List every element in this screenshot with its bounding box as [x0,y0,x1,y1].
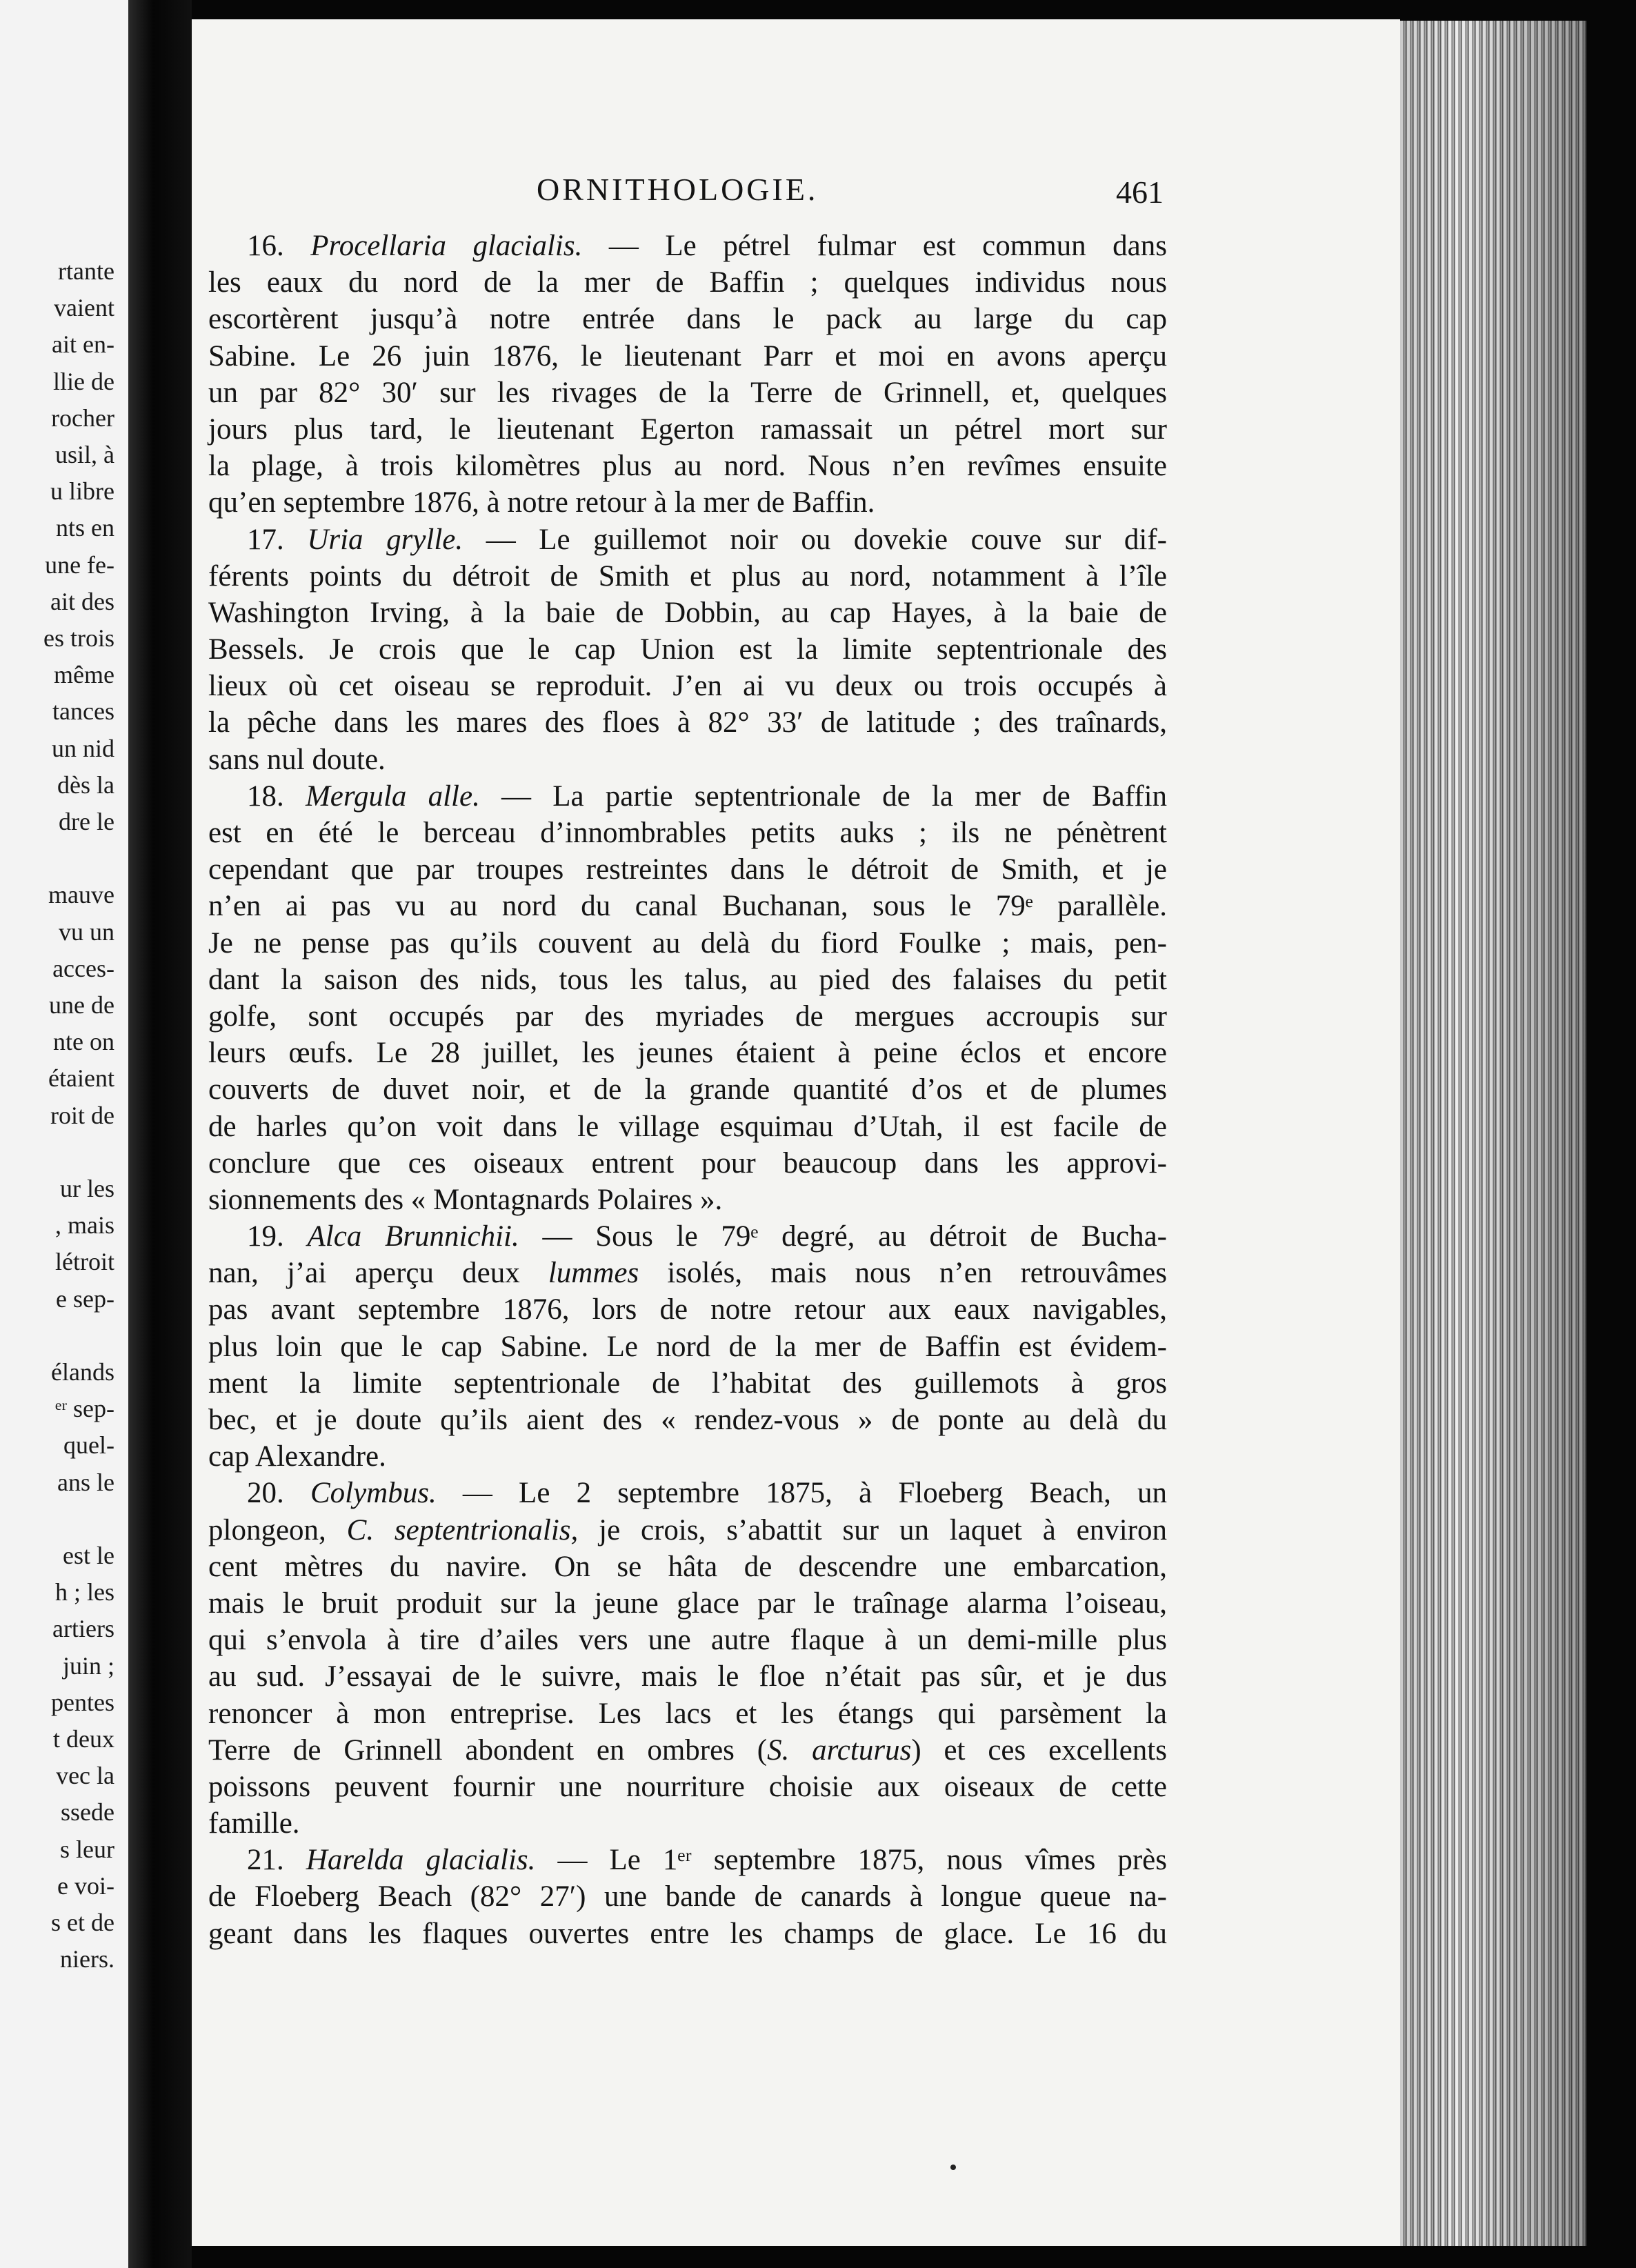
body-text [208,228,1167,1952]
text-line [208,1255,1167,1291]
italic-span: C. septentrionalis, [346,1513,579,1546]
facing-page-line: est le [63,1542,114,1569]
text-span: plongeon, [208,1513,347,1546]
text-span: lieux où cet oiseau se reproduit. J’en ai vu deux ou trois occupés à [208,670,1167,703]
italic-span: Mergula alle. [305,779,480,813]
text-line [208,631,1167,668]
text-line [208,1035,1167,1071]
text-span: sans nul doute. [208,743,386,776]
facing-page-line: ssede [61,1798,114,1827]
text-span: férents points du détroit de Smith et plus au nord, notamment à l’île [208,559,1167,593]
italic-span: Uria grylle. [307,523,463,556]
text-span: 16. [247,230,311,262]
text-line [208,668,1167,704]
text-line [208,1218,1167,1255]
text-span: est en été le berceau d’innombrables petits auks ; ils ne pénètrent [208,817,1167,849]
text-span: sionnements des « Montagnards Polaires ». [208,1183,723,1216]
text-span: de Floeberg Beach (82° 27′) une bande de canards à longue queue na- [208,1880,1167,1913]
text-line [208,1071,1167,1108]
text-span: un par 82° 30′ sur les rivages de la Terre de Grinnell, et, quelques [208,376,1167,409]
text-line [208,1695,1167,1732]
text-line [208,1878,1167,1915]
facing-page-line: e sep- [56,1284,114,1313]
facing-page-line: létroit [55,1248,114,1276]
text-span: — Sous le 79ᵉ degré, au détroit de Bucha- [519,1220,1168,1253]
facing-page-line: nts en [56,514,114,542]
text-line [208,1438,1167,1475]
text-line [208,484,1167,521]
facing-page-line: dre le [59,808,114,835]
facing-page-line: vec la [56,1762,114,1790]
text-span: 18. [247,779,306,813]
text-span: nan, j’ai aperçu deux [208,1257,548,1290]
text-span: leurs œufs. Le 28 juillet, les jeunes étaient à peine éclos et encore [208,1037,1167,1070]
text-line [208,1585,1167,1622]
facing-page-line: t deux [53,1725,114,1753]
facing-page-line: acces- [52,954,114,982]
text-span: conclure que ces oiseaux entrent pour beaucoup dans les approvi- [208,1146,1167,1180]
text-line [208,1108,1167,1145]
facing-page-line: vu un [59,917,114,946]
italic-span: lummes [548,1257,639,1290]
text-span: Sabine. Le 26 juin 1876, le lieutenant Parr et moi en avons aperçu [208,339,1167,372]
facing-page-line: s leur [60,1835,114,1863]
facing-page-line: usil, à [55,441,114,468]
text-line [208,264,1167,301]
text-line [208,558,1167,595]
text-line [208,1769,1167,1805]
text-span: bec, et je doute qu’ils aient des « rendez-vous » de ponte au delà du [208,1404,1167,1436]
text-span: dant la saison des nids, tous les talus, au pied des falaises du petit [208,963,1167,996]
book-gutter [128,0,192,2268]
text-span: mais le bruit produit sur la jeune glace par le traînage alarma l’oiseau, [208,1586,1167,1620]
facing-page-line: e voi- [57,1871,114,1900]
facing-page-line: mauve [48,881,114,909]
facing-page-fragment [0,0,128,2268]
text-span: cap Alexandre. [208,1440,386,1473]
text-span: ) et ces excellents [911,1733,1167,1767]
text-line [208,1329,1167,1365]
text-span: poissons peuvent fournir une nourriture choisie aux oiseaux de cette [208,1770,1167,1803]
text-span: la pêche dans les mares des floes à 82° 33′ de latitude ; des traînards, [208,706,1167,739]
text-line [208,1732,1167,1769]
text-span: — La partie septentrionale de la mer de Baffin [479,779,1168,813]
text-span: jours plus tard, le lieutenant Egerton ramassait un pétrel mort sur [208,412,1167,446]
text-line [208,815,1167,851]
text-span: 19. [247,1220,308,1253]
text-line [208,925,1167,962]
text-line [208,962,1167,998]
text-span: couverts de duvet noir, et de la grande quantité d’os et de plumes [208,1073,1167,1106]
facing-page-line: llie de [53,367,114,395]
text-line [208,595,1167,631]
text-line [208,704,1167,741]
facing-page-line: une fe- [45,550,114,579]
text-span: qui s’envola à tire d’ailes vers une autre flaque à un demi-mille plus [208,1624,1167,1657]
text-span: de harles qu’on voit dans le village esquimau d’Utah, il est facile de [208,1110,1167,1143]
text-span: escortèrent jusqu’à notre entrée dans le pack au large du cap [208,303,1167,336]
text-span: 20. [247,1477,310,1510]
page-number: 461 [1116,175,1164,210]
text-span: Je ne pense pas qu’ils couvent au delà du fiord Foulke ; mais, pen- [208,926,1167,959]
facing-page-line: artiers [52,1615,114,1643]
facing-page-line: ait en- [52,330,114,359]
facing-page-line: nte on [53,1028,114,1056]
facing-page-line: étaient [48,1064,114,1093]
text-span: 17. [247,523,308,556]
facing-page-line: vaient [54,294,114,322]
facing-page-line: rocher [51,404,114,432]
text-line [208,411,1167,448]
text-span: je crois, s’abattit sur un laquet à environ [578,1513,1167,1546]
facing-page-line: élands [51,1358,114,1386]
facing-page-line: dès la [57,770,114,799]
facing-page-line: quel- [63,1431,114,1460]
text-line [208,851,1167,888]
text-line [208,448,1167,484]
facing-page-line: ans le [57,1468,114,1496]
text-line [208,998,1167,1035]
text-span: — Le 1ᵉʳ septembre 1875, nous vîmes près [535,1844,1167,1877]
text-line [208,1512,1167,1549]
facing-page-line: h ; les [55,1578,114,1606]
text-span: geant dans les flaques ouvertes entre les champs de glace. Le 16 du [208,1917,1167,1950]
facing-page-line: ur les [60,1175,114,1202]
text-span: renoncer à mon entreprise. Les lacs et les étangs qui parsèment la [208,1697,1167,1730]
facing-page-line: pentes [51,1688,114,1716]
text-line [208,228,1167,264]
text-line [208,1365,1167,1402]
text-span: — Le guillemot noir ou dovekie couve sur dif- [463,523,1167,556]
text-line [208,1291,1167,1328]
text-span: — Le 2 septembre 1875, à Floeberg Beach, un [436,1477,1167,1510]
facing-page-line: une de [49,991,114,1019]
text-line [208,301,1167,337]
text-span: Terre de Grinnell abondent en ombres ( [208,1733,768,1767]
italic-span: Harelda glacialis. [306,1844,536,1877]
facing-page-line: niers. [60,1945,114,1973]
text-line [208,1805,1167,1842]
italic-span: Procellaria glacialis. [310,230,583,262]
italic-span: S. arcturus [767,1733,912,1767]
facing-page-line: s et de [51,1909,114,1936]
text-line [208,1402,1167,1438]
ink-speck [950,2165,956,2170]
italic-span: Alca Brunnichii. [307,1220,519,1253]
text-span: pas avant septembre 1876, lors de notre retour aux eaux navigables, [208,1293,1167,1326]
text-line [208,375,1167,411]
facing-page-line: ait des [50,587,114,615]
text-span: cent mètres du navire. On se hâta de descendre une embarcation, [208,1550,1167,1583]
text-line [208,1658,1167,1695]
text-line [208,778,1167,815]
text-span: 21. [247,1844,306,1877]
text-span: qu’en septembre 1876, à notre retour à la mer de Baffin. [208,486,875,519]
text-line [208,521,1167,558]
text-span: la plage, à trois kilomètres plus au nord. Nous n’en revîmes ensuite [208,450,1167,483]
facing-page-line: juin ; [62,1651,114,1680]
facing-page-line: roit de [50,1101,114,1129]
facing-page-line: un nid [51,734,114,762]
text-span: au sud. J’essayai de le suivre, mais le floe n’était pas sûr, et je dus [208,1660,1167,1693]
text-line [208,1145,1167,1182]
text-span: ment la limite septentrionale de l’habitat des guillemots à gros [208,1366,1167,1400]
page-edges-shade [1400,21,1586,2246]
text-line [208,1842,1167,1878]
running-head: ORNITHOLOGIE. [537,172,819,207]
facing-page-line: tances [52,697,114,726]
facing-page-line: es trois [43,624,114,652]
text-line [208,1475,1167,1511]
text-span: golfe, sont occupés par des myriades de mergues accroupis sur [208,999,1167,1033]
facing-page-line: même [54,661,114,689]
text-line [208,1182,1167,1218]
facing-page-line: ᵉʳ sep- [54,1395,114,1423]
text-span: n’en ai pas vu au nord du canal Buchanan, sous le 79ᵉ parallèle. [208,890,1167,923]
text-span: — Le pétrel fulmar est commun dans [582,230,1168,262]
facing-page-line: , mais [55,1211,114,1240]
text-span: Bessels. Je crois que le cap Union est la limite septentrionale des [208,633,1167,666]
text-span: les eaux du nord de la mer de Baffin ; quelques individus nous [208,266,1167,299]
text-line [208,742,1167,778]
text-span: cependant que par troupes restreintes dans le détroit de Smith, et je [208,853,1167,886]
italic-span: Colymbus. [310,1477,437,1510]
facing-page-line: rtante [58,257,114,285]
text-span: famille. [208,1807,300,1840]
text-line [208,338,1167,375]
text-span: isolés, mais nous n’en retrouvâmes [639,1257,1167,1290]
facing-page-line: u libre [50,477,114,506]
text-line [208,1916,1167,1952]
text-line [208,1549,1167,1585]
text-line [208,1622,1167,1658]
text-span: Washington Irving, à la baie de Dobbin, au cap Hayes, à la baie de [208,596,1167,629]
text-line [208,888,1167,924]
text-span: plus loin que le cap Sabine. Le nord de la mer de Baffin est évidem- [208,1330,1167,1363]
